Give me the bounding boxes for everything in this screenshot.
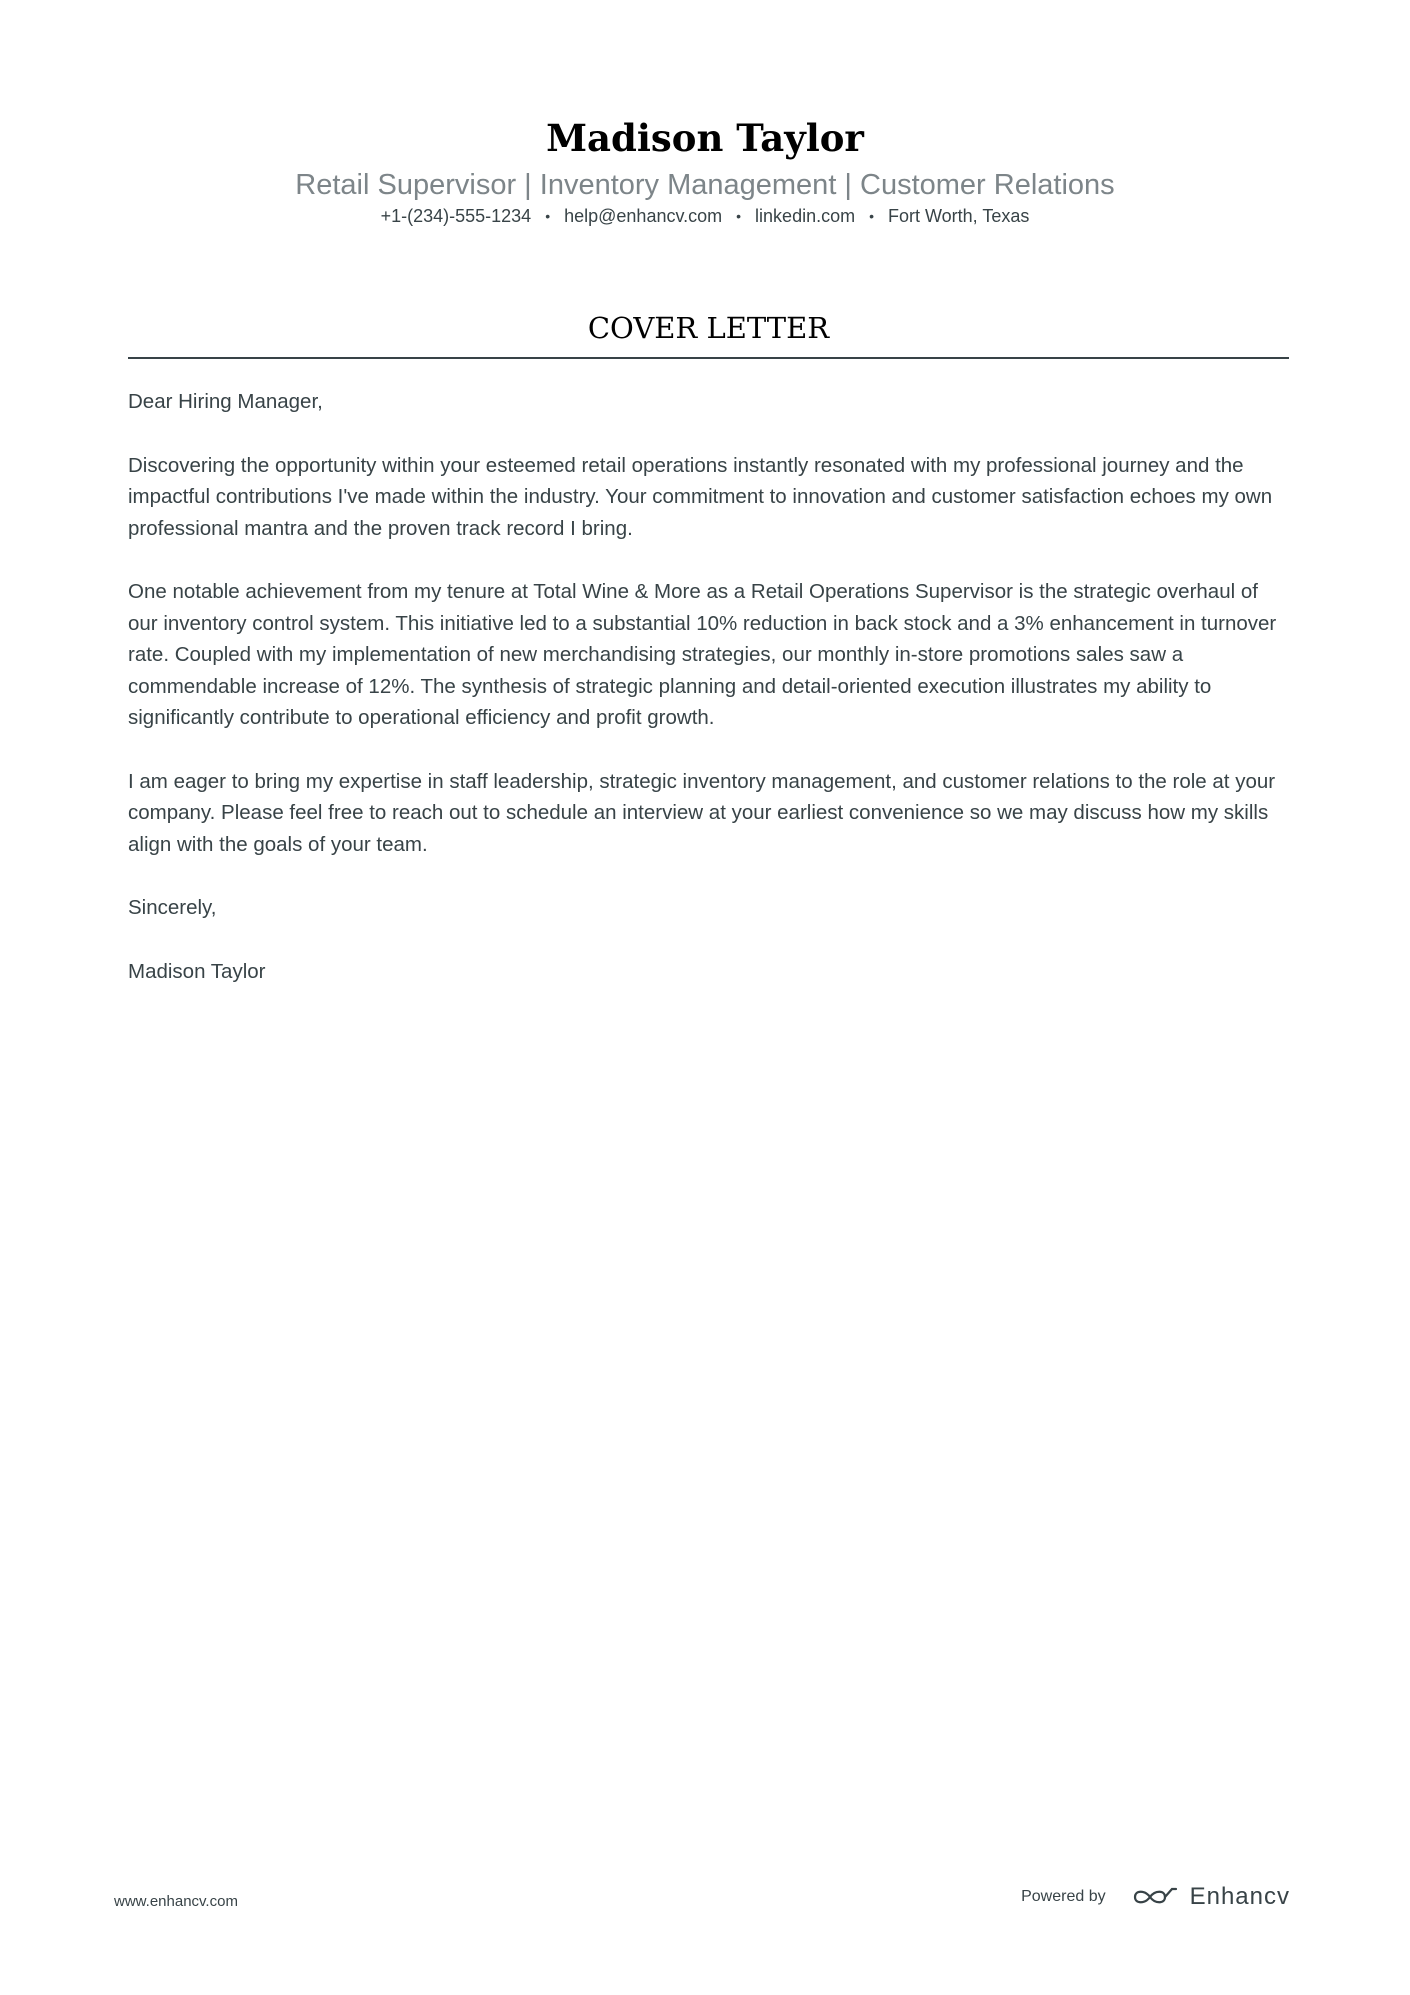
letter-paragraph: One notable achievement from my tenure at Total Wine & More as a Retail Operations Supervisor is the strategic overhaul of our inventory control system. This initiative led to a substantial 10% reduction in back stock and a 3% enhancement in turnover rate. Coupled with my implementation of new merchandising strategies, our monthly in-store promotions sales saw a commendable increase of 12%. The synthesis of strategic planning and detail-oriented execution illustrates my ability to significantly contribute to operational efficiency and profit growth.: [128, 580, 1277, 729]
contact-separator: •: [545, 208, 551, 224]
contact-linkedin[interactable]: linkedin.com: [755, 206, 856, 226]
contact-location: Fort Worth, Texas: [888, 206, 1030, 226]
footer-branding: [1021, 1883, 1290, 1911]
enhancv-logo-icon: [1132, 1885, 1178, 1909]
letter-body: [128, 386, 1293, 1019]
contact-phone: +1-(234)-555-1234: [380, 206, 532, 226]
letter-closing: Sincerely,: [128, 896, 217, 919]
powered-by-label: Powered by: [1021, 1888, 1106, 1905]
letter-paragraph: Discovering the opportunity within your esteemed retail operations instantly resonated with my professional journey and the impactful contributions I've made within the industry. Your commitment to innovation and customer satisfaction echoes my own professional mantra and the proven track record I bring.: [128, 453, 1273, 540]
section-title: COVER LETTER: [128, 308, 1289, 359]
letter-salutation: Dear Hiring Manager,: [128, 390, 323, 413]
letter-signature: Madison Taylor: [128, 959, 266, 983]
contact-email[interactable]: help@enhancv.com: [564, 206, 723, 226]
resume-header: [0, 112, 1410, 229]
candidate-tagline: Retail Supervisor | Inventory Management | Customer Relations: [295, 169, 1115, 201]
candidate-name: Madison Taylor: [546, 116, 864, 160]
contact-separator: •: [736, 208, 742, 224]
contact-line: [0, 204, 1410, 229]
footer-website[interactable]: www.enhancv.com: [114, 1893, 238, 1910]
contact-separator: •: [869, 208, 874, 224]
brand-name: Enhancv: [1189, 1883, 1290, 1910]
letter-paragraph: I am eager to bring my expertise in staff leadership, strategic inventory management, and customer relations to the role at your company. Please feel free to reach out to schedule an interview at your earliest convenience so we may discuss how my skills align with the goals of your team.: [128, 769, 1276, 856]
